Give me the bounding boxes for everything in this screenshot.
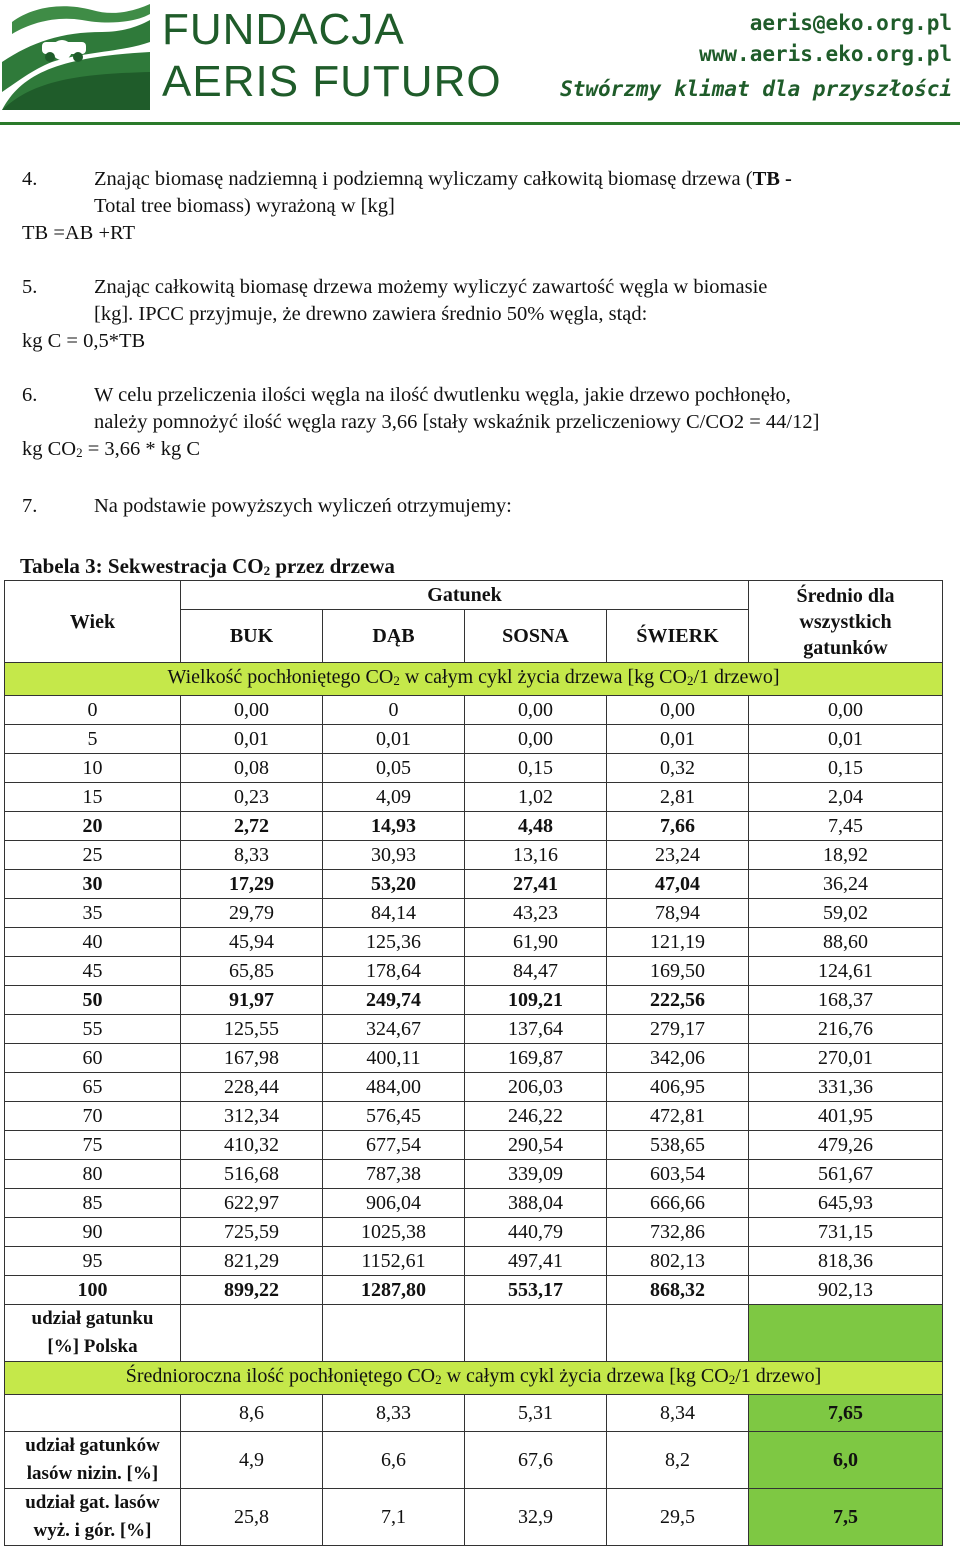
table-row xyxy=(5,1160,943,1189)
cell-sosna: 27,41 xyxy=(465,870,607,899)
cell-buk: 167,98 xyxy=(181,1044,323,1073)
cell-buk: 0,08 xyxy=(181,754,323,783)
table-row xyxy=(5,957,943,986)
cell-sosna: 137,64 xyxy=(465,1015,607,1044)
cell-dab: 14,93 xyxy=(323,812,465,841)
cell-dab: 906,04 xyxy=(323,1189,465,1218)
cell-wiek: 90 xyxy=(5,1218,181,1247)
step-4 xyxy=(22,166,950,247)
cell-avg: 902,13 xyxy=(749,1276,943,1305)
table-row xyxy=(5,1218,943,1247)
table-row xyxy=(5,841,943,870)
formula-subscript: 2 xyxy=(76,445,83,460)
cell-sosna: 290,54 xyxy=(465,1131,607,1160)
col-header-gatunek: Gatunek xyxy=(181,581,749,610)
cell-avg: 216,76 xyxy=(749,1015,943,1044)
band-part: w całym cykl życia drzewa [kg CO xyxy=(399,666,687,688)
step-text-cont: [kg]. IPCC przyjmuje, że drewno zawiera średnio 50% węgla, stąd: xyxy=(94,303,648,325)
step-text-cont: Total tree biomass) wyrażoną w [kg] xyxy=(94,195,395,217)
cell-dab: 1287,80 xyxy=(323,1276,465,1305)
cell-dab: 576,45 xyxy=(323,1102,465,1131)
step-text: W celu przeliczenia ilości węgla na ilość dwutlenku węgla, jakie drzewo pochłonęło, xyxy=(94,384,791,406)
cell-buk: 8,33 xyxy=(181,841,323,870)
cell-sosna: 339,09 xyxy=(465,1160,607,1189)
share-label-line: udział gatunku xyxy=(31,1308,154,1329)
cell-swierk: 0,01 xyxy=(607,725,749,754)
cell-wiek: 80 xyxy=(5,1160,181,1189)
band-subscript: 2 xyxy=(686,673,694,688)
cell-sosna: 206,03 xyxy=(465,1073,607,1102)
cell-swierk: 121,19 xyxy=(607,928,749,957)
cell-sosna: 0,00 xyxy=(465,725,607,754)
band-annual-row xyxy=(5,1362,943,1395)
table-row xyxy=(5,986,943,1015)
formula-tb: TB =AB +RT xyxy=(22,222,136,244)
summary-row xyxy=(5,1432,943,1489)
summary-cell-avg: 7,5 xyxy=(749,1489,943,1546)
calculation-steps xyxy=(22,166,950,547)
table-row xyxy=(5,870,943,899)
step-number: 7. xyxy=(22,495,38,517)
cell-wiek: 50 xyxy=(5,986,181,1015)
cell-sosna: 497,41 xyxy=(465,1247,607,1276)
table-row xyxy=(5,1276,943,1305)
cell-wiek: 25 xyxy=(5,841,181,870)
table-row xyxy=(5,1015,943,1044)
cell-avg: 731,15 xyxy=(749,1218,943,1247)
cell-wiek: 65 xyxy=(5,1073,181,1102)
avg-header-line: Średnio dla xyxy=(796,584,895,607)
cell-dab: 53,20 xyxy=(323,870,465,899)
step-text: Na podstawie powyższych wyliczeń otrzymujemy: xyxy=(94,495,512,517)
cell-swierk: 222,56 xyxy=(607,986,749,1015)
cell-buk: 410,32 xyxy=(181,1131,323,1160)
cell-buk: 17,29 xyxy=(181,870,323,899)
cell-dab: 0,05 xyxy=(323,754,465,783)
summary-cell-swierk: 8,2 xyxy=(607,1432,749,1489)
cell-wiek: 60 xyxy=(5,1044,181,1073)
band-subscript: 2 xyxy=(393,673,400,688)
band-annual-label xyxy=(5,1362,943,1395)
step-5 xyxy=(22,274,950,355)
cell-avg: 818,36 xyxy=(749,1247,943,1276)
cell-buk: 65,85 xyxy=(181,957,323,986)
cell-dab: 1025,38 xyxy=(323,1218,465,1247)
cell-buk: 725,59 xyxy=(181,1218,323,1247)
summary-label xyxy=(5,1432,181,1489)
cell-avg: 2,04 xyxy=(749,783,943,812)
step-number: 6. xyxy=(22,384,38,406)
summary-cell-sosna: 67,6 xyxy=(465,1432,607,1489)
title-part: przez drzewa xyxy=(270,554,395,578)
cell-wiek: 35 xyxy=(5,899,181,928)
cell-buk: 45,94 xyxy=(181,928,323,957)
cell-swierk: 603,54 xyxy=(607,1160,749,1189)
cell-wiek: 0 xyxy=(5,696,181,725)
summary-label-line: wyż. i gór. [%] xyxy=(33,1520,152,1541)
cell-buk: 622,97 xyxy=(181,1189,323,1218)
cell-sosna: 169,87 xyxy=(465,1044,607,1073)
share-poland-row xyxy=(5,1305,943,1362)
cell-buk: 312,34 xyxy=(181,1102,323,1131)
cell-sosna: 388,04 xyxy=(465,1189,607,1218)
page-header xyxy=(0,0,960,118)
share-label-line: [%] Polska xyxy=(47,1336,138,1357)
cell-avg: 561,67 xyxy=(749,1160,943,1189)
cell-avg: 331,36 xyxy=(749,1073,943,1102)
cell-buk: 0,01 xyxy=(181,725,323,754)
step-text-cont: należy pomnożyć ilość węgla razy 3,66 [stały wskaźnik przeliczeniowy C/CO2 = 44/12] xyxy=(94,411,820,433)
band-part: Wielkość pochłoniętego CO xyxy=(167,666,394,688)
summary-cell-sosna: 32,9 xyxy=(465,1489,607,1546)
avg-header-line: wszystkich xyxy=(799,610,892,633)
cell-sosna: 440,79 xyxy=(465,1218,607,1247)
cell-dab: 1152,61 xyxy=(323,1247,465,1276)
col-header-buk: BUK xyxy=(181,610,323,663)
summary-cell-dab: 8,33 xyxy=(323,1395,465,1432)
cell-avg: 645,93 xyxy=(749,1189,943,1218)
cell-dab: 178,64 xyxy=(323,957,465,986)
cell-swierk: 342,06 xyxy=(607,1044,749,1073)
org-name-line2: AERIS FUTURO xyxy=(162,57,502,106)
title-part: Tabela 3: Sekwestracja CO xyxy=(20,554,264,578)
summary-cell-swierk: 29,5 xyxy=(607,1489,749,1546)
cell-dab: 84,14 xyxy=(323,899,465,928)
cell-swierk: 472,81 xyxy=(607,1102,749,1131)
cell-sosna: 43,23 xyxy=(465,899,607,928)
step-text: Znając biomasę nadziemną i podziemną wyliczamy całkowitą biomasę drzewa ( xyxy=(94,168,753,190)
summary-label-line: lasów nizin. [%] xyxy=(26,1463,159,1484)
cell-sosna: 4,48 xyxy=(465,812,607,841)
cell-swierk: 7,66 xyxy=(607,812,749,841)
cell-swierk: 23,24 xyxy=(607,841,749,870)
summary-row xyxy=(5,1489,943,1546)
cell-swierk: 47,04 xyxy=(607,870,749,899)
step-number: 4. xyxy=(22,168,38,190)
email-link[interactable]: aeris@eko.org.pl xyxy=(749,11,952,35)
header-row-1 xyxy=(5,581,943,610)
band-total-label xyxy=(5,663,943,696)
cell-sosna: 109,21 xyxy=(465,986,607,1015)
cell-buk: 29,79 xyxy=(181,899,323,928)
cell-avg: 0,15 xyxy=(749,754,943,783)
summary-cell-dab: 6,6 xyxy=(323,1432,465,1489)
cell-dab: 324,67 xyxy=(323,1015,465,1044)
cell-wiek: 15 xyxy=(5,783,181,812)
table-row xyxy=(5,1102,943,1131)
summary-label-line: udział gatunków xyxy=(25,1435,160,1456)
cell-avg: 0,00 xyxy=(749,696,943,725)
col-header-dab: DĄB xyxy=(323,610,465,663)
summary-row xyxy=(5,1395,943,1432)
table-row xyxy=(5,1044,943,1073)
cell-buk: 228,44 xyxy=(181,1073,323,1102)
cell-dab: 4,09 xyxy=(323,783,465,812)
cell-avg: 479,26 xyxy=(749,1131,943,1160)
cell-swierk: 2,81 xyxy=(607,783,749,812)
cell-swierk: 802,13 xyxy=(607,1247,749,1276)
cell-dab: 400,11 xyxy=(323,1044,465,1073)
band-part: /1 drzewo] xyxy=(693,666,780,688)
cell-sosna: 0,15 xyxy=(465,754,607,783)
header-divider xyxy=(0,122,960,125)
cell-dab: 787,38 xyxy=(323,1160,465,1189)
summary-cell-avg: 7,65 xyxy=(749,1395,943,1432)
cell-wiek: 85 xyxy=(5,1189,181,1218)
cell-wiek: 40 xyxy=(5,928,181,957)
cell-swierk: 0,00 xyxy=(607,696,749,725)
table-row xyxy=(5,696,943,725)
cell-swierk: 78,94 xyxy=(607,899,749,928)
table-row xyxy=(5,928,943,957)
cell-dab: 125,36 xyxy=(323,928,465,957)
cell-buk: 0,00 xyxy=(181,696,323,725)
cell-sosna: 246,22 xyxy=(465,1102,607,1131)
cell-swierk: 279,17 xyxy=(607,1015,749,1044)
cell-avg: 59,02 xyxy=(749,899,943,928)
summary-cell-buk: 4,9 xyxy=(181,1432,323,1489)
avg-header-line: gatunków xyxy=(803,636,888,659)
cell-dab: 0 xyxy=(323,696,465,725)
cell-avg: 88,60 xyxy=(749,928,943,957)
sequestration-table xyxy=(4,580,943,1546)
cell-buk: 821,29 xyxy=(181,1247,323,1276)
summary-cell-avg: 6,0 xyxy=(749,1432,943,1489)
table-title xyxy=(20,554,395,579)
motto: Stwórzmy klimat dla przyszłości xyxy=(560,77,952,101)
summary-label xyxy=(5,1489,181,1546)
cell-wiek: 70 xyxy=(5,1102,181,1131)
formula-part: = 3,66 * kg C xyxy=(82,438,201,460)
cell-buk: 899,22 xyxy=(181,1276,323,1305)
band-part: w całym cykl życia drzewa [kg CO xyxy=(441,1365,729,1387)
org-name-line1: FUNDACJA xyxy=(162,5,405,54)
summary-cell-dab: 7,1 xyxy=(323,1489,465,1546)
title-subscript: 2 xyxy=(263,563,271,578)
cell-swierk: 406,95 xyxy=(607,1073,749,1102)
cell-avg: 18,92 xyxy=(749,841,943,870)
table-row xyxy=(5,1247,943,1276)
table-row xyxy=(5,754,943,783)
cell-dab: 30,93 xyxy=(323,841,465,870)
cell-swierk: 169,50 xyxy=(607,957,749,986)
cell-wiek: 100 xyxy=(5,1276,181,1305)
cell-buk: 91,97 xyxy=(181,986,323,1015)
cell-swierk: 868,32 xyxy=(607,1276,749,1305)
org-name xyxy=(162,4,502,108)
cell-wiek: 20 xyxy=(5,812,181,841)
step-7 xyxy=(22,493,950,520)
table-row xyxy=(5,1189,943,1218)
cell-wiek: 95 xyxy=(5,1247,181,1276)
cell-buk: 125,55 xyxy=(181,1015,323,1044)
cell-avg: 124,61 xyxy=(749,957,943,986)
table-row xyxy=(5,783,943,812)
cell-avg: 401,95 xyxy=(749,1102,943,1131)
cell-swierk: 732,86 xyxy=(607,1218,749,1247)
cell-wiek: 10 xyxy=(5,754,181,783)
cell-avg: 270,01 xyxy=(749,1044,943,1073)
empty-cell xyxy=(181,1305,323,1362)
band-part: Średnioroczna ilość pochłoniętego CO xyxy=(125,1365,436,1387)
summary-cell-sosna: 5,31 xyxy=(465,1395,607,1432)
step-bold: TB - xyxy=(752,168,792,190)
cell-wiek: 30 xyxy=(5,870,181,899)
cell-buk: 516,68 xyxy=(181,1160,323,1189)
contact-block xyxy=(560,8,952,108)
formula-co2 xyxy=(22,436,950,466)
cell-swierk: 0,32 xyxy=(607,754,749,783)
cell-sosna: 84,47 xyxy=(465,957,607,986)
summary-label-line: udział gat. lasów xyxy=(25,1492,160,1513)
cell-swierk: 666,66 xyxy=(607,1189,749,1218)
cell-sosna: 553,17 xyxy=(465,1276,607,1305)
table-row xyxy=(5,899,943,928)
col-header-wiek: Wiek xyxy=(5,581,181,663)
cell-dab: 484,00 xyxy=(323,1073,465,1102)
cell-swierk: 538,65 xyxy=(607,1131,749,1160)
cell-wiek: 45 xyxy=(5,957,181,986)
summary-cell-buk: 8,6 xyxy=(181,1395,323,1432)
foundation-logo-icon xyxy=(2,2,150,110)
summary-label xyxy=(5,1395,181,1432)
empty-cell xyxy=(607,1305,749,1362)
summary-cell-swierk: 8,34 xyxy=(607,1395,749,1432)
col-header-avg xyxy=(749,581,943,663)
formula-part: kg CO xyxy=(22,438,77,460)
table-row xyxy=(5,1131,943,1160)
table-row xyxy=(5,1073,943,1102)
cell-dab: 0,01 xyxy=(323,725,465,754)
highlight-cell xyxy=(749,1305,943,1362)
empty-cell xyxy=(323,1305,465,1362)
band-subscript: 2 xyxy=(728,1372,736,1387)
col-header-swierk: ŚWIERK xyxy=(607,610,749,663)
table-row xyxy=(5,812,943,841)
step-6 xyxy=(22,382,950,466)
formula-c: kg C = 0,5*TB xyxy=(22,330,146,352)
table-row xyxy=(5,725,943,754)
band-total-row xyxy=(5,663,943,696)
website-link[interactable]: www.aeris.eko.org.pl xyxy=(699,42,952,66)
summary-cell-buk: 25,8 xyxy=(181,1489,323,1546)
cell-dab: 249,74 xyxy=(323,986,465,1015)
cell-wiek: 55 xyxy=(5,1015,181,1044)
col-header-sosna: SOSNA xyxy=(465,610,607,663)
cell-wiek: 75 xyxy=(5,1131,181,1160)
cell-avg: 168,37 xyxy=(749,986,943,1015)
step-text: Znając całkowitą biomasę drzewa możemy wyliczyć zawartość węgla w biomasie xyxy=(94,276,768,298)
cell-buk: 0,23 xyxy=(181,783,323,812)
cell-avg: 36,24 xyxy=(749,870,943,899)
cell-sosna: 13,16 xyxy=(465,841,607,870)
cell-buk: 2,72 xyxy=(181,812,323,841)
cell-sosna: 1,02 xyxy=(465,783,607,812)
band-subscript: 2 xyxy=(435,1372,442,1387)
cell-sosna: 0,00 xyxy=(465,696,607,725)
cell-avg: 0,01 xyxy=(749,725,943,754)
step-number: 5. xyxy=(22,276,38,298)
band-part: /1 drzewo] xyxy=(735,1365,822,1387)
cell-dab: 677,54 xyxy=(323,1131,465,1160)
share-poland-label xyxy=(5,1305,181,1362)
cell-avg: 7,45 xyxy=(749,812,943,841)
cell-wiek: 5 xyxy=(5,725,181,754)
empty-cell xyxy=(465,1305,607,1362)
cell-sosna: 61,90 xyxy=(465,928,607,957)
